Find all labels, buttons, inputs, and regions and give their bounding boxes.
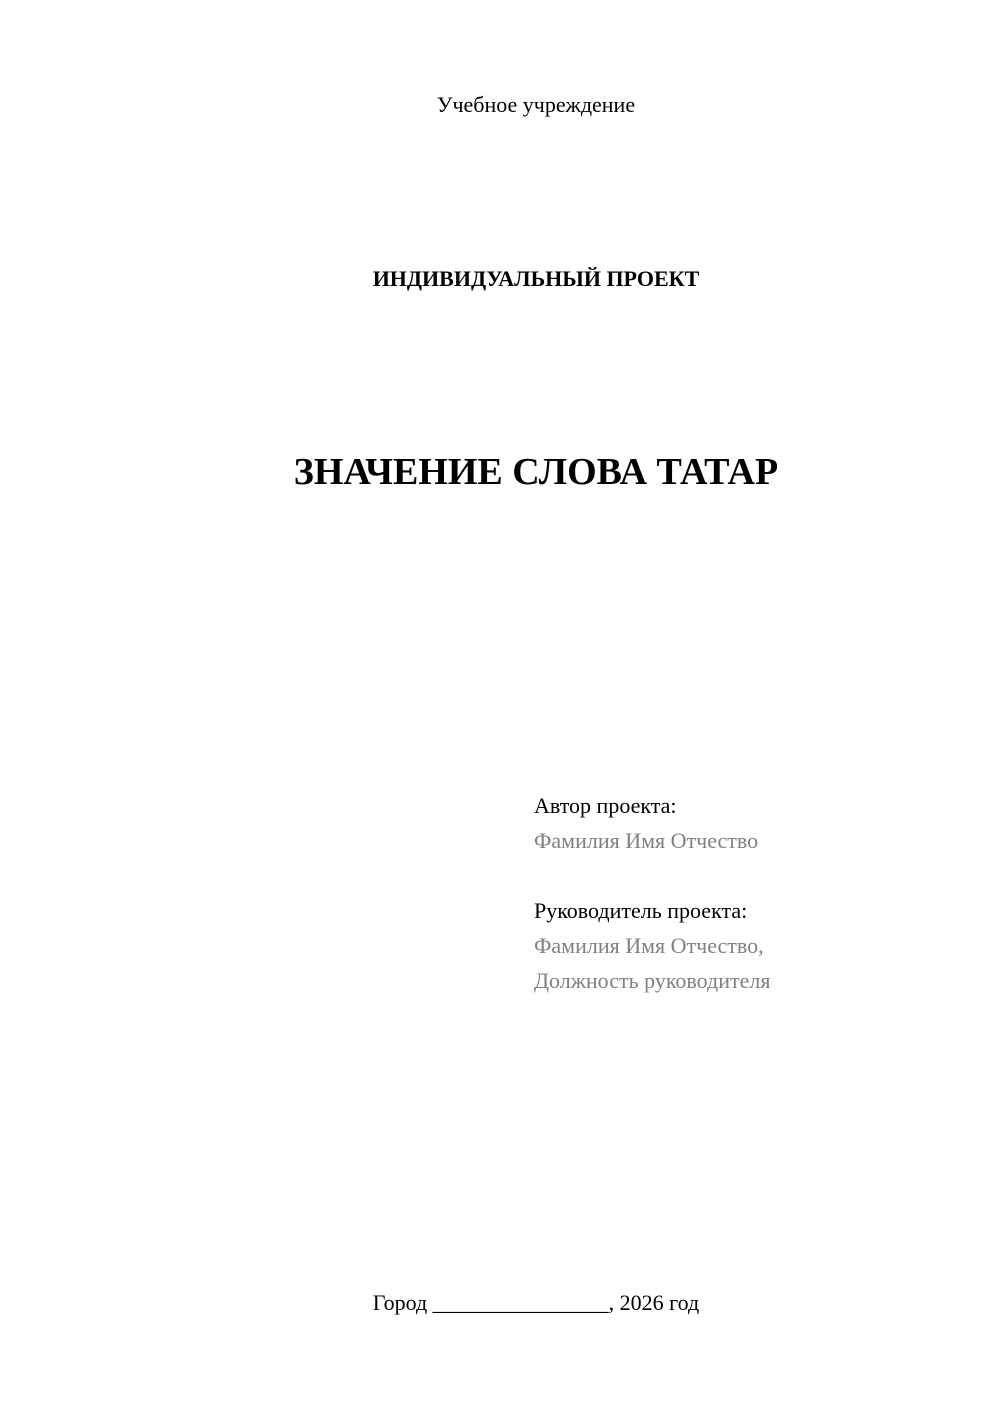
author-block — [534, 788, 770, 858]
supervisor-label: Руководитель проекта: — [534, 898, 748, 923]
supervisor-name: Фамилия Имя Отчество, — [534, 933, 764, 958]
document-title: ЗНАЧЕНИЕ СЛОВА ТАТАР — [293, 451, 779, 493]
supervisor-block — [534, 893, 770, 998]
signature-section — [534, 788, 770, 998]
institution-name: Учебное учреждение — [436, 92, 636, 117]
city-year-line: Город ________________, 2026 год — [372, 1290, 700, 1315]
supervisor-position: Должность руководителя — [534, 968, 771, 993]
document-type: ИНДИВИДУАЛЬНЫЙ ПРОЕКТ — [372, 266, 700, 291]
author-name: Фамилия Имя Отчество — [534, 828, 759, 853]
author-label: Автор проекта: — [534, 793, 677, 818]
